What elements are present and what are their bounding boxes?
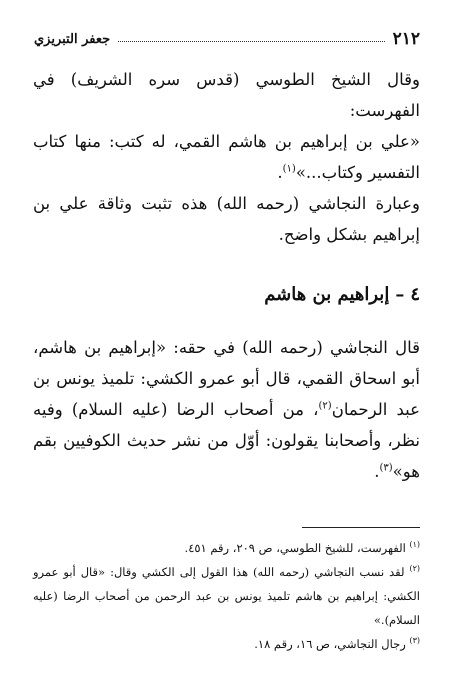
running-title: جعفر التبريزي xyxy=(34,31,111,47)
footnote-text: رجال النجاشي، ص ١٦، رقم ١٨. xyxy=(254,637,406,651)
paragraph-ibrahim-bio: قال النجاشي (رحمه الله) في حقه: «إبراهيم بن هاشم، أبو اسحاق القمي، قال أبو عمرو الكشي: تلميذ يونس بن عبد الرحمان$^{(٢)}$، من أصحاب الرضا (عليه السلام) وفيه نظر، وأصحابنا يقولون: أوّل من نشر حديث الكوفيين بقم هو»$^{(٣)}$. xyxy=(33,338,420,481)
paragraph-tusi-quote: وقال الشيخ الطوسي (قدس سره الشريف) في الفهرست: «علي بن إبراهيم بن هاشم القمي، له كتب: منها كتاب التفسير وكتاب...»$^{(١)}$. xyxy=(33,70,420,182)
header-dotted-leader xyxy=(118,41,384,42)
footnote-ref-2: (٢) xyxy=(318,400,332,412)
paragraph-najashi-statement: وعبارة النجاشي (رحمه الله) هذه تثبت وثاقة علي بن إبراهيم بشكل واضح. xyxy=(33,194,420,244)
footnotes xyxy=(33,536,420,656)
footnote-ref-1: (١) xyxy=(282,163,296,175)
footnote-marker: (٣) xyxy=(409,636,420,646)
heading-title: إبراهيم بن هاشم xyxy=(264,284,390,305)
footnote-text: الفهرست، للشيخ الطوسي، ص ٢٠٩، رقم ٤٥١. xyxy=(184,541,406,555)
page-header xyxy=(34,28,420,50)
quote-text: «علي بن إبراهيم بن هاشم القمي، له كتب: منها كتاب التفسير وكتاب...» xyxy=(33,132,420,182)
footnote-text: لقد نسب النجاشي (رحمه الله) هذا القول إلى الكشي وقال: «قال أبو عمرو الكشي: إبراهيم بن هاشم تلميذ يونس بن عبد الرحمن من أصحاب الرضا (عليه السلام).» xyxy=(33,565,420,627)
footnote-marker: (١) xyxy=(409,540,420,550)
paragraph-intro: وقال الشيخ الطوسي (قدس سره الشريف) في الفهرست: xyxy=(33,70,420,120)
heading-dash: – xyxy=(395,284,405,305)
footnote-marker: (٢) xyxy=(409,564,421,574)
footnote-3 xyxy=(33,632,420,656)
footnote-2 xyxy=(33,560,420,632)
section-heading xyxy=(264,284,420,305)
footnote-1 xyxy=(33,536,420,560)
heading-number: ٤ xyxy=(410,284,420,305)
footnote-separator xyxy=(302,527,420,528)
page-number: ٢١٢ xyxy=(392,29,420,49)
footnote-ref-3: (٣) xyxy=(379,462,393,474)
